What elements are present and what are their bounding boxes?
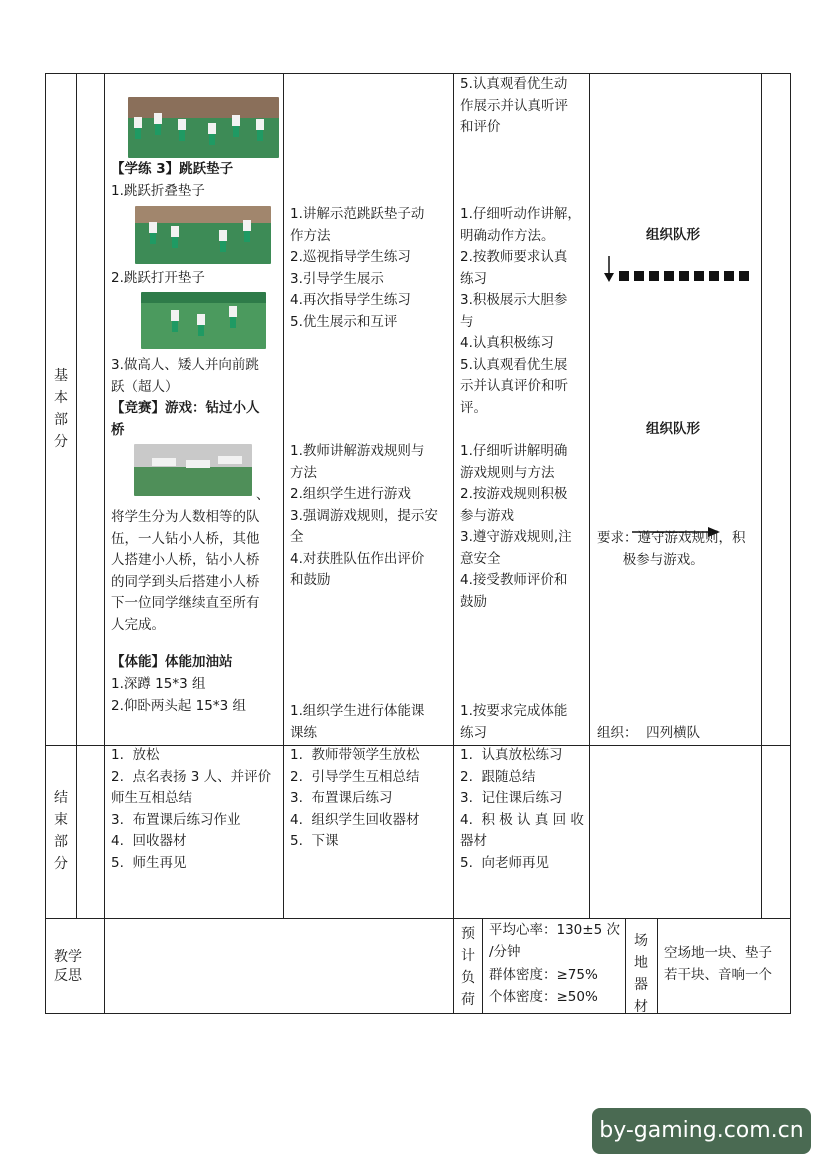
student-ending: 1. 认真放松练习 2. 跟随总结 3. 记住课后练习 4. 积 极 认 真 回 收 器材 5. 向老师再见 xyxy=(460,747,584,871)
reflection-label: 教学反思 xyxy=(54,949,82,984)
basic-organization-cell xyxy=(589,73,762,746)
formation-title-2: 组织队形 xyxy=(646,421,700,437)
student-top: 5.认真观看优生动 作展示并认真听评 和评价 xyxy=(460,76,568,135)
basic-narrow-cell xyxy=(76,73,105,746)
teacher-practice3: 1.讲解示范跳跃垫子动 作方法 2.巡视指导学生练习 3.引导学生展示 4.再次指导学生练习 5.优生展示和互评 xyxy=(290,206,425,330)
practice3-item-1: 1.跳跃折叠垫子 xyxy=(111,183,205,199)
fitness-title: 【体能】体能加油站 xyxy=(111,654,233,670)
teacher-ending: 1. 教师带领学生放松 2. 引导学生互相总结 3. 布置课后练习 4. 组织学生回收器材 5. 下课 xyxy=(290,747,420,849)
individual-density: 个体密度：≥50% xyxy=(489,989,598,1005)
game-description: 将学生分为人数相等的队 伍，一人钻小人桥，其他 人搭建小人桥，钻小人桥 的同学到头后搭建小人桥 下一位同学继续直至所有 人完成。 xyxy=(111,509,260,633)
ending-narrow-cell xyxy=(76,745,105,919)
jump-open-mat-photo xyxy=(141,292,266,349)
basic-teacher-cell xyxy=(283,73,454,746)
reflection-content-cell xyxy=(104,918,454,1014)
ending-section-label: 结束部分 xyxy=(54,790,68,872)
basic-section-label: 基本部分 xyxy=(54,368,68,450)
teacher-game: 1.教师讲解游戏规则与 方法 2.组织学生进行游戏 3.强调游戏规则，提示安 全 4.对获胜队伍作出评价 和鼓励 xyxy=(290,443,438,588)
site-watermark: by-gaming.com.cn xyxy=(592,1108,811,1154)
practice3-item-3: 3.做高人、矮人并向前跳 跃（超人） xyxy=(111,357,259,395)
basic-right-cell xyxy=(761,73,791,746)
ending-right-cell xyxy=(761,745,791,919)
venue-label: 场地器材 xyxy=(634,933,648,1015)
ending-organization-cell xyxy=(589,745,762,919)
venue-equipment: 空场地一块、垫子 若干块、音响一个 xyxy=(664,945,772,983)
game-title: 【竞赛】游戏：钻过小人 桥 xyxy=(111,400,260,438)
human-bridge-game-photo xyxy=(134,444,252,496)
formation-title-1: 组织队形 xyxy=(646,227,700,243)
game-requirement: 要求：遵守游戏规则，积 极参与游戏。 xyxy=(597,530,746,568)
practice3-title: 【学练 3】跳跃垫子 xyxy=(111,161,234,177)
formation-squares xyxy=(619,271,754,281)
fitness-items: 1.深蹲 15*3 组 2.仰卧两头起 15*3 组 xyxy=(111,676,246,714)
student-practice3: 1.仔细听动作讲解， 明确动作方法。 2.按教师要求认真 练习 3.积极展示大胆参 与 4.认真积极练习 5.认真观看优生展 示并认真评价和听 评。 xyxy=(460,206,581,416)
group-density: 群体密度：≥75% xyxy=(489,967,598,983)
student-fitness: 1.按要求完成体能 练习 xyxy=(460,703,568,741)
practice3-item-2: 2.跳跃打开垫子 xyxy=(111,270,205,286)
game-photo-comma: 、 xyxy=(256,487,270,503)
jump-folded-mat-photo xyxy=(135,206,271,264)
student-game: 1.仔细听讲解明确 游戏规则与方法 2.按游戏规则积极 参与游戏 3.遵守游戏规则,注 意安全 4.接受教师评价和 鼓励 xyxy=(460,443,572,610)
down-arrow-icon xyxy=(604,256,614,282)
organization-line: 组织： 四列横队 xyxy=(597,725,701,741)
teacher-fitness: 1.组织学生进行体能课 课练 xyxy=(290,703,425,741)
heart-rate: 平均心率：130±5 次 /分钟 xyxy=(489,922,620,960)
students-exercise-photo xyxy=(128,97,279,158)
ending-content-items: 1. 放松 2. 点名表扬 3 人、并评价 师生互相总结 3. 布置课后练习作业 4. 回收器材 5. 师生再见 xyxy=(111,747,272,871)
load-label: 预计负荷 xyxy=(461,926,475,1008)
